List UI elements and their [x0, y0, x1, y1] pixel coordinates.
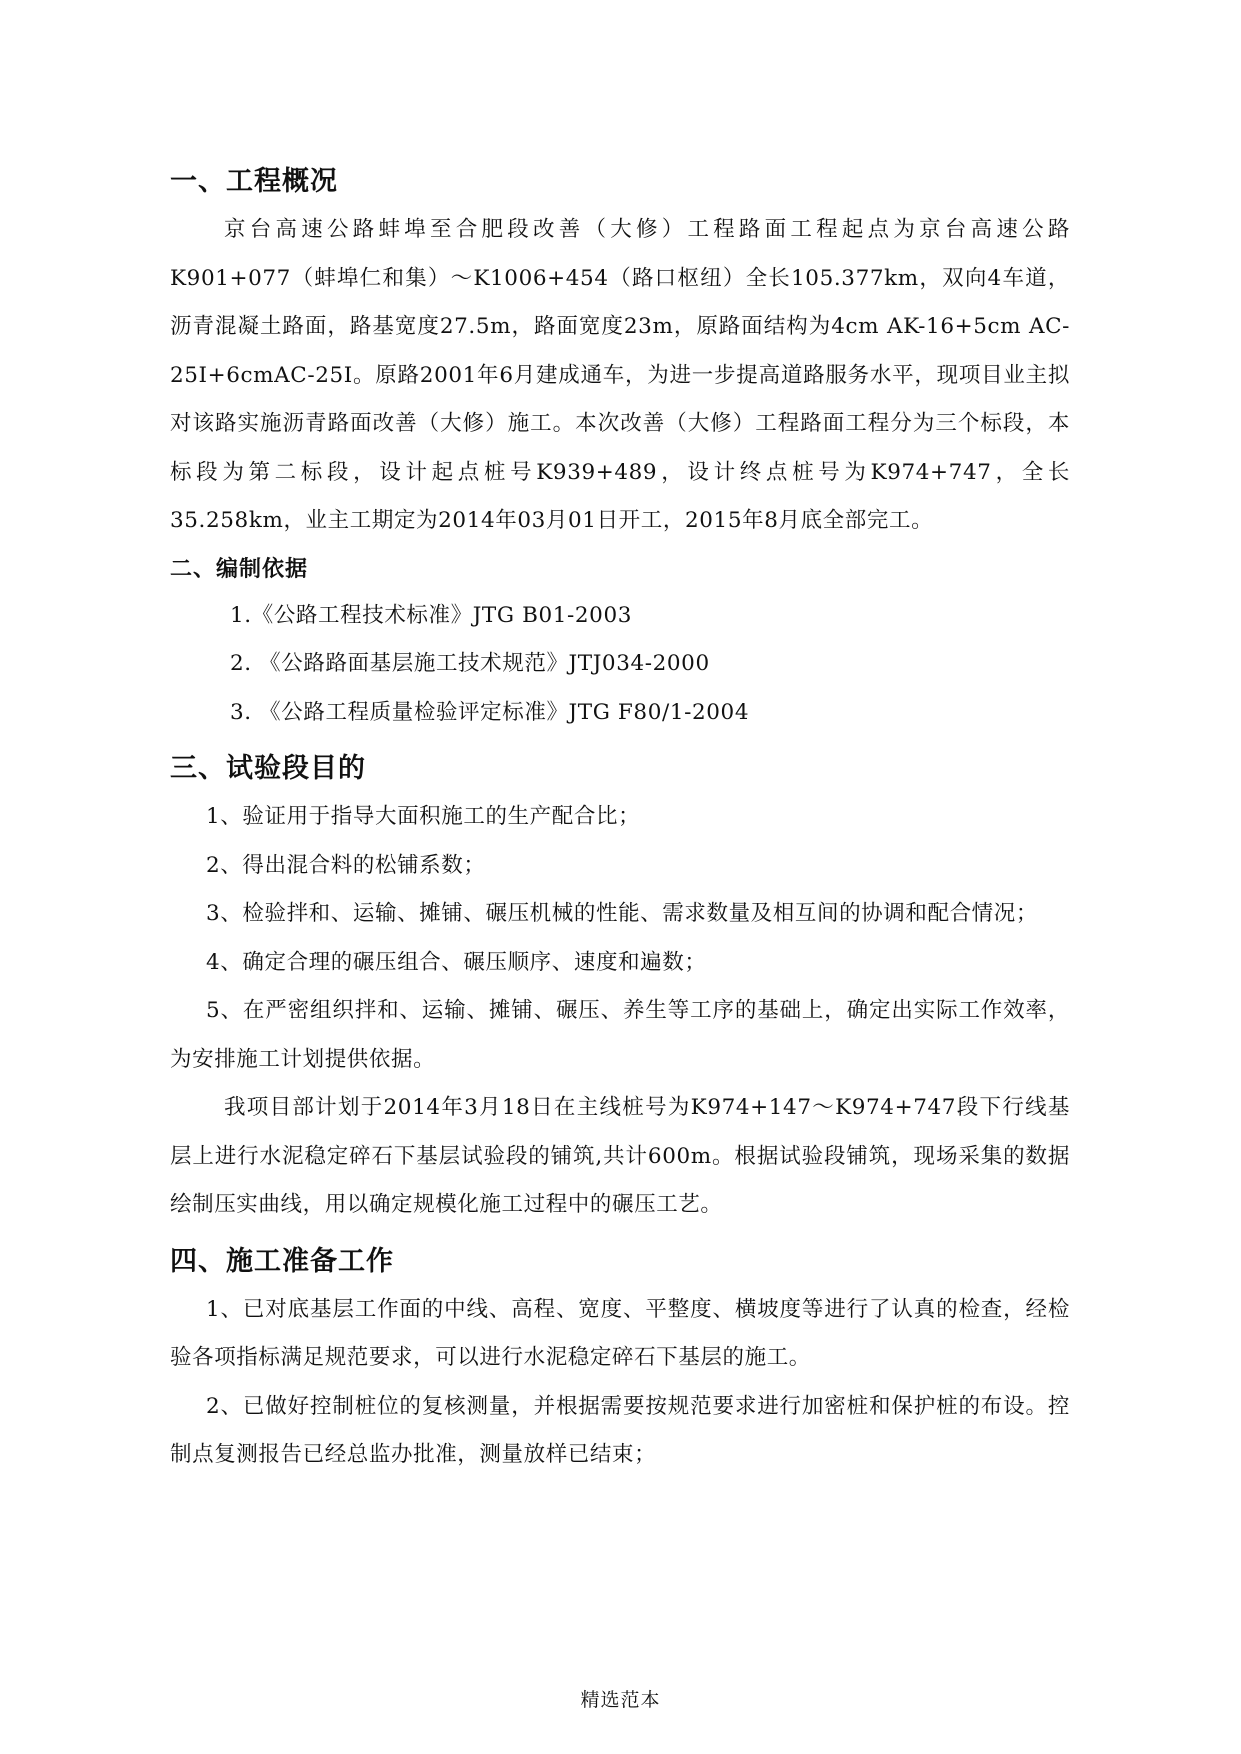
document-body [170, 150, 1070, 1480]
reference-item: 3. 《公路工程质量检验评定标准》JTG F80/1-2004 [230, 699, 750, 725]
page-footer: 精选范本 [580, 1689, 661, 1711]
section-title-preparation: 四、施工准备工作 [170, 1245, 394, 1277]
purpose-item: 1、验证用于指导大面积施工的生产配合比； [206, 804, 641, 829]
section-title-overview: 一、工程概况 [170, 166, 338, 197]
purpose-item: 2、得出混合料的松铺系数； [206, 852, 486, 878]
purpose-item: 3、检验拌和、运输、摊铺、碾压机械的性能、需求数量及相互间的协调和配合情况； [206, 901, 1038, 926]
purpose-item: 5、在严密组织拌和、运输、摊铺、碾压、养生等工序的基础上，确定出实际工作效率，为安排施工计划提供依据。 [170, 998, 1070, 1072]
reference-item: 1.《公路工程技术标准》JTG B01-2003 [230, 602, 633, 628]
preparation-item: 1、已对底基层工作面的中线、高程、宽度、平整度、横坡度等进行了认真的检查，经检验各项指标满足规范要求，可以进行水泥稳定碎石下基层的施工。 [170, 1296, 1070, 1370]
overview-paragraph: 京台高速公路蚌埠至合肥段改善（大修）工程路面工程起点为京台高速公路K901+077（蚌埠仁和集）～K1006+454（路口枢纽）全长105.377km，双向4车道，沥青混凝土路面，路基宽度27.5m，路面宽度23m，原路面结构为4cm AK-16+5cm AC-25I+6cmAC-25I。原路2001年6月建成通车，为进一步提高道路服务水平，现项目业主拟对该路实施沥青路面改善（大修）施工。本次改善（大修）工程路面工程分为三个标段，本标段为第二标段，设计起点桩号K939+489，设计终点桩号为K974+747，全长35.258km，业主工期定为2014年03月01日开工，2015年8月底全部完工。 [170, 217, 1070, 533]
purpose-item: 4、确定合理的碾压组合、碾压顺序、速度和遍数； [206, 949, 707, 975]
preparation-item: 2、已做好控制桩位的复核测量，并根据需要按规范要求进行加密桩和保护桩的布设。控制点复测报告已经总监办批准，测量放样已结束； [170, 1393, 1070, 1467]
section-title-purpose: 三、试验段目的 [170, 753, 366, 784]
reference-item: 2. 《公路路面基层施工技术规范》JTJ034-2000 [230, 651, 710, 676]
section-title-basis: 二、编制依据 [170, 556, 309, 582]
purpose-plan-paragraph: 我项目部计划于2014年3月18日在主线桩号为K974+147～K974+747段下行线基层上进行水泥稳定碎石下基层试验段的铺筑,共计600m。根据试验段铺筑，现场采集的数据绘制压实曲线，用以确定规模化施工过程中的碾压工艺。 [170, 1095, 1070, 1217]
